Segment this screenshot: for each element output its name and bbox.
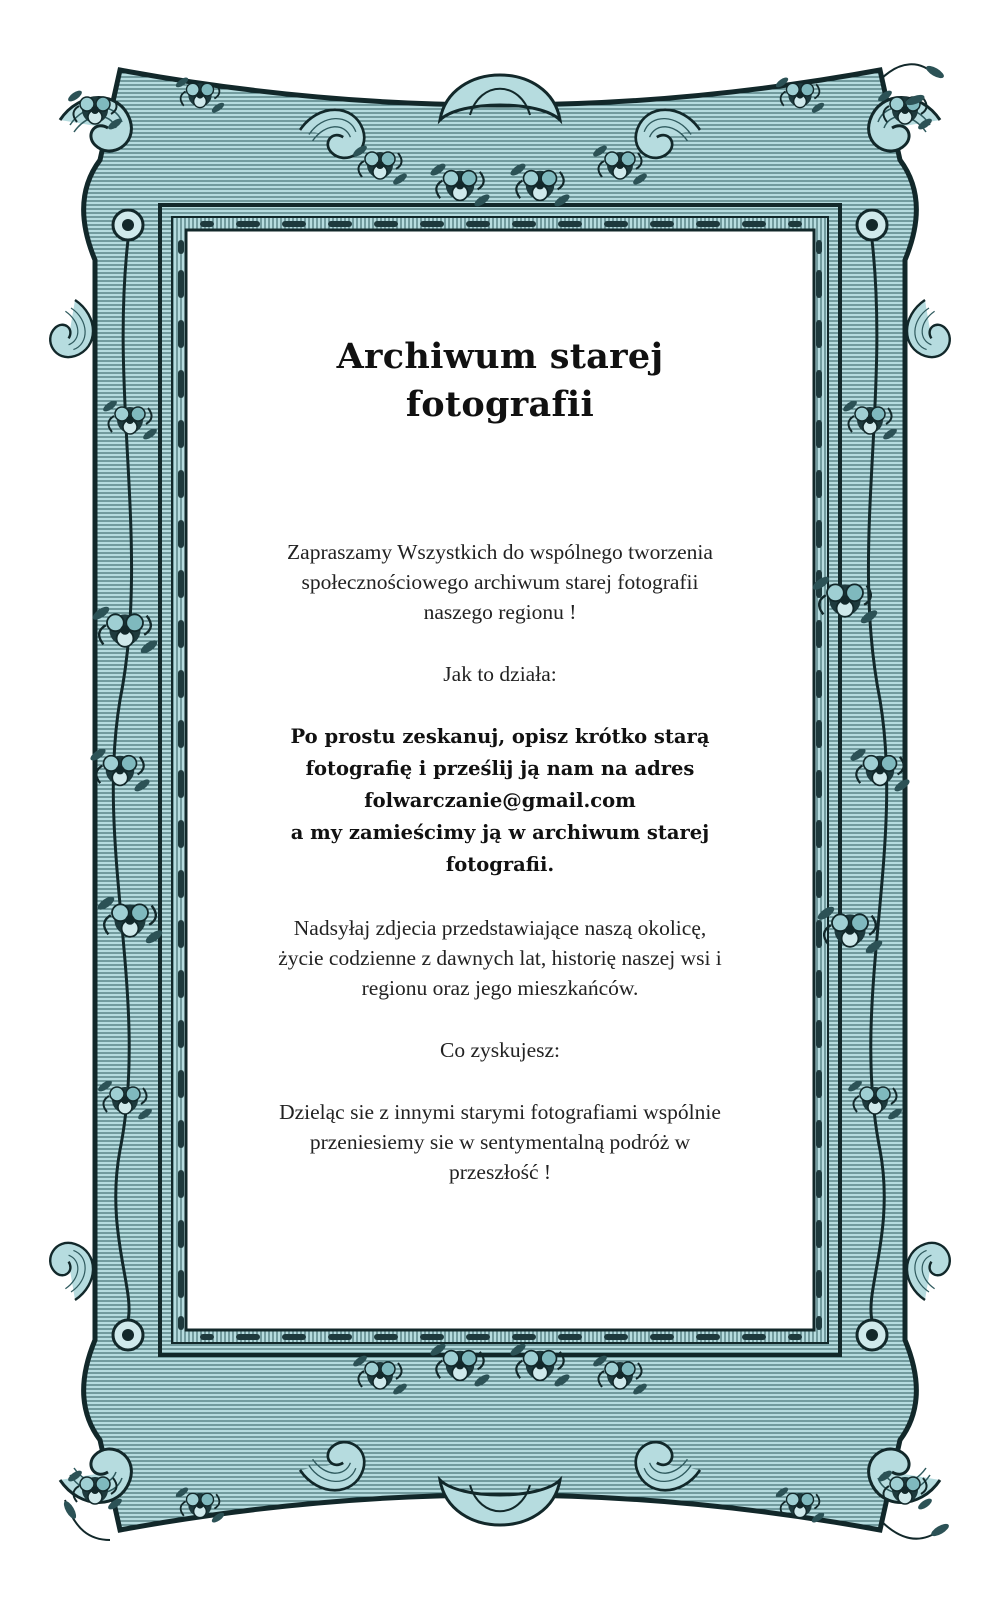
send-line-3: regionu oraz jego mieszkańców. [361, 976, 639, 1000]
closing-line-1: Dzieląc sie z innymi starymi fotografiami wspólnie [279, 1100, 721, 1124]
title-line-2: fotografii [405, 384, 595, 425]
intro-line-3: naszego regionu ! [423, 600, 577, 624]
gain-heading [200, 1035, 800, 1065]
contact-email: folwarczanie@gmail.com [364, 789, 636, 812]
intro-line-1: Zapraszamy Wszystkich do wspólnego tworzenia [287, 540, 713, 564]
title-line-1: Archiwum starej [336, 336, 664, 377]
instructions-line-2: fotografię i prześlij ją nam na adres [305, 757, 695, 780]
closing-line-3: przeszłość ! [448, 1160, 552, 1184]
page-title [200, 333, 800, 429]
instructions-paragraph [200, 721, 800, 881]
send-line-2: życie codzienne z dawnych lat, historię naszej wsi i [278, 946, 722, 970]
closing-line-2: przeniesiemy sie w sentymentalną podróż w [309, 1130, 691, 1154]
how-heading [200, 659, 800, 689]
send-paragraph [200, 913, 800, 1003]
intro-paragraph [200, 537, 800, 627]
poster-content [200, 245, 800, 1325]
instructions-line-4: a my zamieścimy ją w archiwum starej [290, 821, 710, 844]
closing-paragraph [200, 1097, 800, 1187]
instructions-line-1: Po prostu zeskanuj, opisz krótko starą [290, 725, 710, 748]
intro-line-2: społecznościowego archiwum starej fotografii [301, 570, 699, 594]
instructions-line-5: fotografii. [445, 853, 555, 876]
gain-heading-text: Co zyskujesz: [439, 1038, 561, 1062]
how-heading-text: Jak to działa: [443, 662, 557, 686]
send-line-1: Nadsyłaj zdjecia przedstawiające naszą okolicę, [293, 916, 707, 940]
